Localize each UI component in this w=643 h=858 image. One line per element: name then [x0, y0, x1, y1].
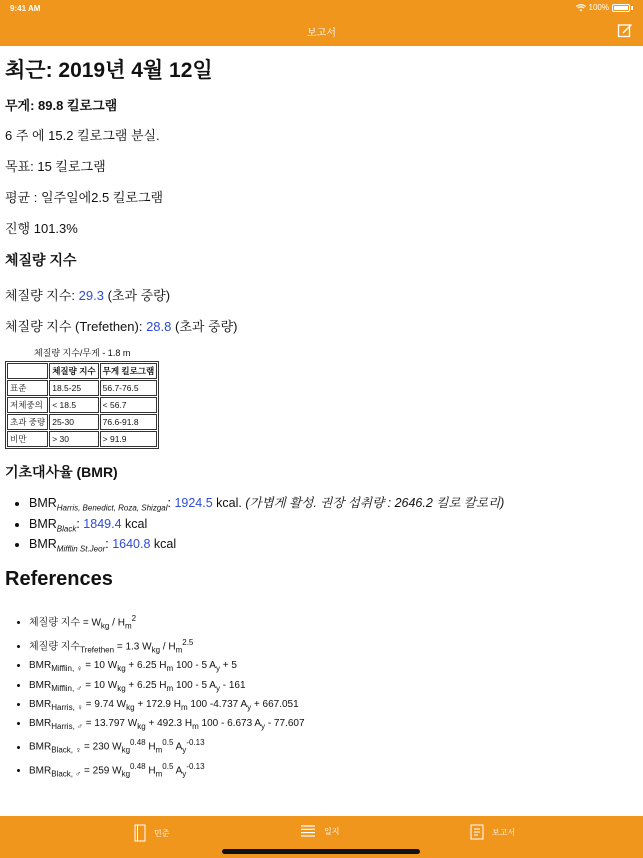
reference-formula: • $BMR_{Mifflin, ♀} = 10$ $W_{kg} + 6.25$ $H_m$ 100 - 5 $A_y + 5$ — [29, 659, 305, 676]
table-row — [7, 397, 157, 413]
bmi-table-caption: 체질량 지수/무게 - 1.8 m — [33, 348, 131, 358]
battery-cap — [631, 6, 633, 10]
table-cell: > 91.9 — [100, 431, 158, 447]
reference-formula: • 체질량 지수 = $W_{kg} / H_m^2$ — [29, 612, 305, 634]
status-time: 9:41 AM — [10, 4, 41, 13]
table-row — [7, 380, 157, 396]
home-indicator — [222, 849, 420, 854]
top-bar — [0, 0, 643, 46]
bmr-list — [5, 493, 504, 558]
reference-formula: • $BMR_{Black, ♂} = 259$ $W_{kg}^{0.48}$ $H_m^{0.5}$ $A_y^{-0.13}$ — [29, 760, 305, 782]
profile-book-icon — [134, 824, 146, 842]
tab-journal[interactable] — [300, 824, 339, 838]
table-header — [7, 363, 48, 379]
report-date: 최근: 2019년 4월 12일 — [5, 59, 213, 82]
table-cell: 18.5-25 — [49, 380, 98, 396]
table-cell: 표준 — [7, 380, 48, 396]
table-cell: 초과 중량 — [7, 414, 48, 430]
bmr-method: Black — [56, 524, 77, 533]
references-list — [5, 612, 305, 784]
bmi-table-block — [5, 346, 159, 449]
weekly-average: 평균 : 일주일에2.5 킬로그램 — [5, 190, 164, 205]
bmr-separator: : — [76, 516, 84, 531]
current-weight: 무게: 89.8 킬로그램 — [5, 98, 118, 113]
table-header: 무게 킬로그램 — [100, 363, 158, 379]
table-cell: 저체중의 — [7, 397, 48, 413]
list-item — [29, 517, 504, 534]
bmr-label: BMR — [29, 516, 57, 531]
table-row — [7, 414, 157, 430]
reference-formula: • $BMR_{Mifflin, ♂} = 10$ $W_{kg} + 6.25$ $H_m$ 100 - 5 $A_y - 161$ — [29, 679, 305, 696]
bmi-value-link[interactable]: 29.3 — [78, 288, 104, 303]
table-cell: 56.7-76.5 — [100, 380, 158, 396]
weight-lost: 6 주 에 15.2 킬로그램 분실. — [5, 128, 160, 143]
table-header: 체질량 지수 — [49, 363, 98, 379]
bmi-trefethen-line — [5, 316, 238, 335]
bmr-value-link[interactable]: 1849.4 — [83, 516, 122, 531]
progress: 진행 101.3% — [5, 221, 78, 236]
table-cell: < 18.5 — [49, 397, 98, 413]
bmr-unit: kcal — [150, 537, 177, 551]
bmr-heading: 기초대사율 (BMR) — [5, 464, 118, 480]
bmr-label: BMR — [29, 537, 57, 551]
table-cell: 76.6-91.8 — [100, 414, 158, 430]
reference-formula: • $BMR_{Harris, ♂} = 13.797$ $W_{kg} + 492.3$ $H_m$ 100 - 6.673 $A_y - 77.607$ — [29, 717, 305, 734]
list-item — [29, 493, 504, 513]
list-item — [29, 537, 504, 554]
bmr-separator: : — [167, 496, 175, 510]
tab-report[interactable] — [470, 824, 515, 840]
table-cell: > 30 — [49, 431, 98, 447]
battery-percent: 100% — [588, 3, 609, 12]
edit-icon[interactable] — [617, 22, 633, 38]
table-cell: < 56.7 — [100, 397, 158, 413]
bmr-method: Harris, Benedict, Roza, Shizgal — [56, 503, 168, 513]
bmr-unit: kcal. — [212, 496, 242, 510]
bmr-method: Mifflin St.Jeor — [56, 544, 106, 554]
trefethen-label: 체질량 지수 (Trefethen): — [5, 319, 147, 334]
bmi-table — [5, 361, 159, 449]
table-cell: 25-30 — [49, 414, 98, 430]
list-icon — [300, 824, 316, 838]
table-header-row — [7, 363, 157, 379]
bmi-label: 체질량 지수: — [5, 288, 79, 303]
reference-formula: • 체질량 지수$_{Trefethen}$ = 1.3 $W_{kg} / H_m^{2.5}$ — [29, 636, 305, 658]
tab-label: 일지 — [324, 826, 340, 836]
trefethen-note: (초과 중량) — [171, 319, 238, 334]
trefethen-value-link[interactable]: 28.8 — [146, 319, 172, 334]
status-indicators — [576, 3, 633, 12]
page-title: 보고서 — [307, 28, 336, 39]
bmr-label: BMR — [29, 496, 57, 510]
bmi-line — [5, 285, 170, 304]
table-cell: 비만 — [7, 431, 48, 447]
tab-profile[interactable] — [134, 824, 169, 842]
tab-label: 민준 — [154, 828, 170, 838]
bmi-note: (초과 중량) — [103, 288, 171, 303]
bmr-note: (가볍게 활성. 권장 섭취량 : 2646.2 킬로 칼로리) — [241, 496, 505, 510]
reference-formula: • $BMR_{Harris, ♀} = 9.74$ $W_{kg} + 172.9$ $H_m$ 100 -4.737 $A_y + 667.051$ — [29, 698, 305, 715]
bmr-value-link[interactable]: 1640.8 — [112, 537, 151, 551]
bmr-separator: : — [105, 537, 113, 551]
battery-icon — [612, 4, 630, 12]
bmi-heading: 체질량 지수 — [5, 252, 77, 268]
references-heading: References — [5, 568, 113, 590]
wifi-icon — [576, 4, 586, 12]
report-icon — [470, 824, 484, 840]
table-row — [7, 431, 157, 447]
tab-label: 보고서 — [492, 827, 516, 837]
bmr-value-link[interactable]: 1924.5 — [174, 496, 213, 510]
weight-goal: 목표: 15 킬로그램 — [5, 159, 106, 174]
reference-formula: • $BMR_{Black, ♀} = 230$ $W_{kg}^{0.48}$ $H_m^{0.5}$ $A_y^{-0.13}$ — [29, 736, 305, 758]
bmr-unit: kcal — [121, 516, 148, 531]
